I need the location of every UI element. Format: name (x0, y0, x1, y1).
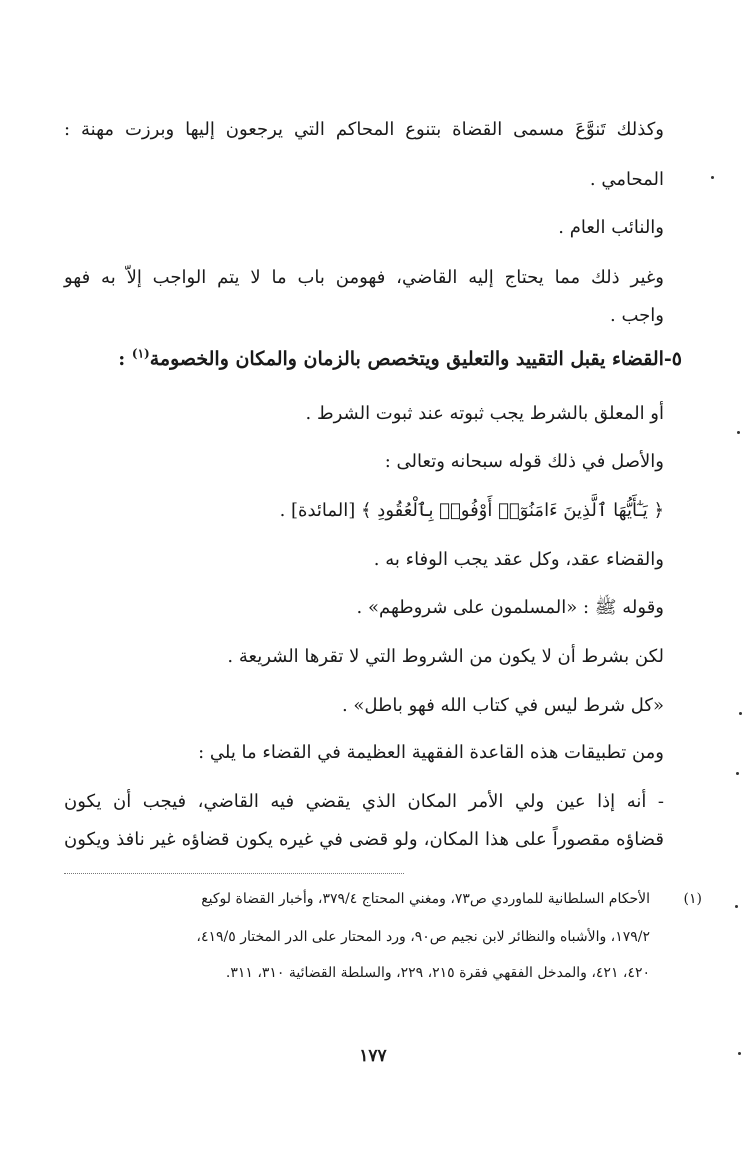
body-line-3: والنائب العام . (558, 217, 664, 238)
footnote-line-1: الأحكام السلطانية للماوردي ص٧٣، ومغني المحتاج ٣٧٩/٤، وأخبار القضاة لوكيع (201, 891, 650, 907)
scan-speck (736, 772, 739, 775)
footnote-line-3: ٤٢٠، ٤٢١، والمدخل الفقهي فقرة ٢١٥، ٢٢٩، والسلطة القضائية ٣١٠، ٣١١. (225, 965, 650, 981)
footnote-number: (١) (683, 891, 702, 907)
body-line-1: وكذلك تَنوَّعَ مسمى القضاة بتنوع المحاكم التي يرجعون إليها وبرزت مهنة : (64, 119, 664, 140)
body-line-11: لكن بشرط أن لا يكون من الشروط التي لا تقرها الشريعة . (227, 646, 664, 667)
section-heading (118, 345, 682, 373)
body-line-7: والأصل في ذلك قوله سبحانه وتعالى : (384, 451, 664, 472)
body-line-9: والقضاء عقد، وكل عقد يجب الوفاء به . (373, 549, 664, 570)
body-line-5: واجب . (610, 305, 664, 326)
scan-speck (711, 176, 714, 179)
quran-verse: ﴿ يَـٰٓأَيُّهَا ٱلَّذِينَ ءَامَنُوٓا۟ أَوْفُوا۟ بِٱلْعُقُودِ ﴾ [المائدة] . (279, 500, 664, 521)
footnote-divider (64, 873, 404, 874)
body-line-6: أو المعلق بالشرط يجب ثبوته عند ثبوت الشرط . (305, 403, 664, 424)
body-line-15: قضاؤه مقصوراً على هذا المكان، ولو قضى في غيره يكون قضاؤه غير نافذ ويكون (64, 829, 664, 850)
footnote-reference: (١) (131, 346, 150, 361)
body-line-2: المحامي . (589, 169, 664, 190)
section-heading-colon: : (118, 348, 132, 370)
hadith-line-2: «كل شرط ليس في كتاب الله فهو باطل» . (341, 695, 664, 716)
footnote-line-2: ١٧٩/٢، والأشباه والنظائر لابن نجيم ص٩٠، ورد المحتار على الدر المختار ٤١٩/٥، (196, 929, 650, 945)
scan-speck (738, 1052, 741, 1055)
page-number: ١٧٧ (359, 1046, 387, 1066)
section-heading-text: ٥-القضاء يقبل التقييد والتعليق ويتخصص بالزمان والمكان والخصومة (149, 348, 682, 370)
scan-speck (737, 431, 740, 434)
scan-speck (739, 712, 742, 715)
scan-speck (735, 905, 738, 908)
body-line-14: - أنه إذا عين ولي الأمر المكان الذي يقضي فيه القاضي، فيجب أن يكون (64, 791, 664, 812)
body-line-13: ومن تطبيقات هذه القاعدة الفقهية العظيمة في القضاء ما يلي : (198, 742, 664, 763)
hadith-line-1: وقوله ﷺ : «المسلمون على شروطهم» . (356, 597, 664, 618)
body-line-4: وغير ذلك مما يحتاج إليه القاضي، فهومن باب ما لا يتم الواجب إلاّ به فهو (64, 267, 664, 288)
